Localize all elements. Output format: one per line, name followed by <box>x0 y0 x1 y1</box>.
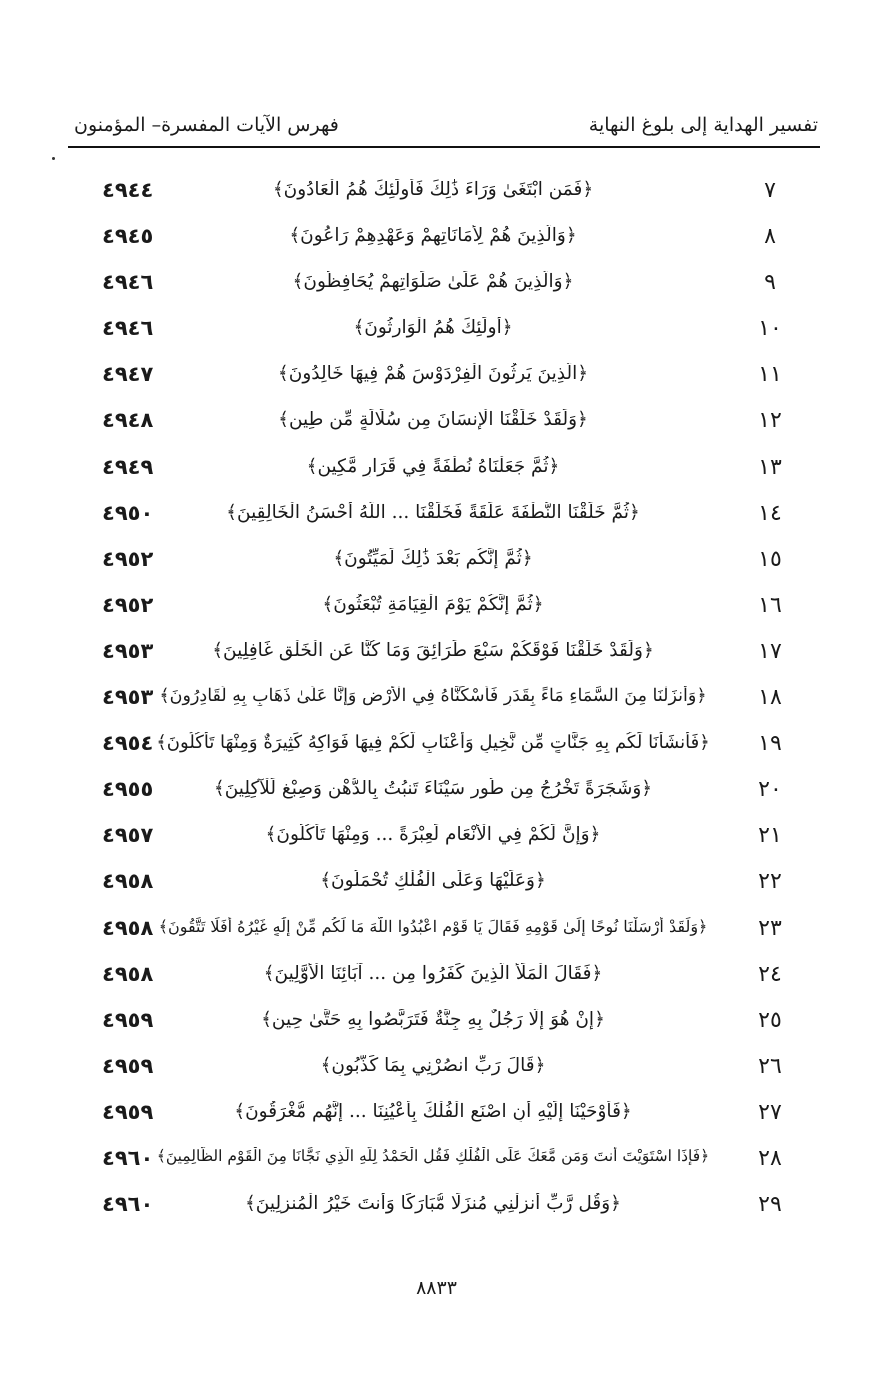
verse-number: ١٣ <box>758 454 782 480</box>
header-divider <box>68 146 820 148</box>
page-reference: ٤٩٥٣ <box>102 685 154 710</box>
verse-number: ٢٧ <box>758 1099 782 1125</box>
verse-text: ﴿فَإِذَا اسْتَوَيْتَ أَنتَ وَمَن مَّعَكَ عَلَى الْفُلْكِ فَقُلِ الْحَمْدُ لِلَّهِ الَّذِي نَجَّانَا مِنَ الْقَوْمِ الظَّالِمِينَ﴾ <box>156 1146 710 1165</box>
page-reference: ٤٩٤٨ <box>102 408 154 433</box>
margin-dot <box>52 157 55 160</box>
verse-number: ٢١ <box>758 823 782 849</box>
verse-text: ﴿إِنْ هُوَ إِلَّا رَجُلٌ بِهِ جِنَّةٌ فَتَرَبَّصُوا بِهِ حَتَّىٰ حِينٍ﴾ <box>261 1008 605 1030</box>
page-reference: ٤٩٥٥ <box>102 777 154 802</box>
index-row <box>0 771 873 817</box>
verse-text: ﴿ثُمَّ جَعَلْنَاهُ نُطْفَةً فِي قَرَارٍ مَّكِينٍ﴾ <box>306 455 560 477</box>
verse-number: ٧ <box>764 178 776 203</box>
verse-number: ١٦ <box>758 592 782 618</box>
verse-number: ١٧ <box>758 638 782 664</box>
verse-text: ﴿أُولَٰئِكَ هُمُ الْوَارِثُونَ﴾ <box>353 317 513 339</box>
verse-number: ١١ <box>758 362 782 388</box>
page-reference: ٤٩٤٥ <box>102 224 154 249</box>
verse-text: ﴿ثُمَّ خَلَقْنَا النُّطْفَةَ عَلَقَةً فَخَلَقْنَا ... اللَّهُ أَحْسَنُ الْخَالِقِينَ﴾ <box>226 501 640 523</box>
verse-number: ١٨ <box>758 685 782 711</box>
verse-text: ﴿وَأَنزَلْنَا مِنَ السَّمَاءِ مَاءً بِقَدَرٍ فَأَسْكَنَّاهُ فِي الْأَرْضِ وَإِنَّا عَلَىٰ ذَهَابٍ بِهِ لَقَادِرُونَ﴾ <box>159 686 707 707</box>
verse-text: ﴿فَأَنشَأْنَا لَكُم بِهِ جَنَّاتٍ مِّن نَّخِيلٍ وَأَعْنَابٍ لَّكُمْ فِيهَا فَوَاكِهُ كَثِيرَةٌ وَمِنْهَا تَأْكُلُونَ﴾ <box>156 732 710 754</box>
index-row <box>0 402 873 448</box>
index-row <box>0 449 873 495</box>
verse-number: ٢٤ <box>758 961 782 987</box>
verse-text: ﴿وَلَقَدْ خَلَقْنَا فَوْقَكُمْ سَبْعَ طَرَائِقَ وَمَا كُنَّا عَنِ الْخَلْقِ غَافِلِينَ﴾ <box>212 639 654 661</box>
running-header <box>68 110 820 142</box>
page-reference: ٤٩٥٨ <box>102 915 154 940</box>
verse-number: ١٥ <box>758 546 782 572</box>
verse-text: ﴿وَلَقَدْ خَلَقْنَا الْإِنسَانَ مِن سُلَالَةٍ مِّن طِينٍ﴾ <box>278 409 588 431</box>
index-row <box>0 541 873 587</box>
page-reference: ٤٩٥٩ <box>102 1099 154 1124</box>
page-reference: ٤٩٤٦ <box>102 270 154 295</box>
index-row <box>0 956 873 1002</box>
verse-number: ١٠ <box>758 316 782 342</box>
verse-index-table <box>0 172 873 1232</box>
verse-text: ﴿وَالَّذِينَ هُمْ لِأَمَانَاتِهِمْ وَعَهْدِهِمْ رَاعُونَ﴾ <box>289 225 577 247</box>
index-row <box>0 172 873 218</box>
verse-text: ﴿ثُمَّ إِنَّكُمْ يَوْمَ الْقِيَامَةِ تُبْعَثُونَ﴾ <box>322 593 544 615</box>
verse-number: ٢٥ <box>758 1007 782 1033</box>
index-row <box>0 910 873 956</box>
page-reference: ٤٩٥٨ <box>102 961 154 986</box>
book-title: تفسير الهداية إلى بلوغ النهاية <box>588 114 818 136</box>
page-reference: ٤٩٦٠ <box>102 1145 154 1170</box>
page-reference: ٤٩٥٩ <box>102 1007 154 1032</box>
index-row <box>0 1140 873 1186</box>
index-row <box>0 218 873 264</box>
verse-text: ﴿وَلَقَدْ أَرْسَلْنَا نُوحًا إِلَىٰ قَوْمِهِ فَقَالَ يَا قَوْمِ اعْبُدُوا اللَّهَ مَا لَكُم مِّنْ إِلَٰهٍ غَيْرُهُ أَفَلَا تَتَّقُونَ﴾ <box>158 916 708 936</box>
index-row <box>0 1002 873 1048</box>
index-row <box>0 264 873 310</box>
page-reference: ٤٩٥٩ <box>102 1053 154 1078</box>
index-row <box>0 633 873 679</box>
verse-number: ١٩ <box>758 731 782 757</box>
page-reference: ٤٩٥٧ <box>102 823 154 848</box>
index-row <box>0 310 873 356</box>
index-row <box>0 1094 873 1140</box>
verse-number: ٢٢ <box>758 869 782 895</box>
section-title: فهرس الآيات المفسرة– المؤمنون <box>74 114 339 136</box>
verse-number: ٢٦ <box>758 1053 782 1079</box>
page-reference: ٤٩٤٤ <box>102 178 154 202</box>
verse-number: ١٤ <box>758 500 782 526</box>
verse-text: ﴿وَالَّذِينَ هُمْ عَلَىٰ صَلَوَاتِهِمْ يُحَافِظُونَ﴾ <box>292 271 574 293</box>
verse-number: ٢٠ <box>758 777 782 803</box>
verse-number: ٢٣ <box>758 915 782 941</box>
index-row <box>0 1048 873 1094</box>
verse-number: ١٢ <box>758 408 782 434</box>
page-reference: ٤٩٤٧ <box>102 362 154 387</box>
verse-text: ﴿فَقَالَ الْمَلَأُ الَّذِينَ كَفَرُوا مِن ... آبَائِنَا الْأَوَّلِينَ﴾ <box>263 962 603 984</box>
index-row <box>0 1186 873 1232</box>
page-reference: ٤٩٤٦ <box>102 316 154 341</box>
verse-text: ﴿وَإِنَّ لَكُمْ فِي الْأَنْعَامِ لَعِبْرَةً ... وَمِنْهَا تَأْكُلُونَ﴾ <box>265 824 601 846</box>
page-number: ٨٨٣٣ <box>416 1277 457 1299</box>
verse-number: ٢٨ <box>758 1145 782 1171</box>
verse-number: ٨ <box>764 224 776 250</box>
page-reference: ٤٩٤٩ <box>102 454 154 479</box>
verse-text: ﴿وَقُل رَّبِّ أَنزِلْنِي مُنزَلًا مُّبَارَكًا وَأَنتَ خَيْرُ الْمُنزِلِينَ﴾ <box>244 1193 622 1215</box>
index-row <box>0 863 873 909</box>
index-row <box>0 679 873 725</box>
page-reference: ٤٩٥٢ <box>102 592 154 617</box>
index-row <box>0 356 873 402</box>
verse-text: ﴿فَمَنِ ابْتَغَىٰ وَرَاءَ ذَٰلِكَ فَأُولَٰئِكَ هُمُ الْعَادُونَ﴾ <box>272 179 594 200</box>
page-reference: ٤٩٥٢ <box>102 546 154 571</box>
verse-text: ﴿وَشَجَرَةً تَخْرُجُ مِن طُورِ سَيْنَاءَ تَنبُتُ بِالدُّهْنِ وَصِبْغٍ لِّلْآكِلِينَ﴾ <box>213 778 653 800</box>
index-row <box>0 587 873 633</box>
verse-number: ٩ <box>764 270 776 296</box>
page-reference: ٤٩٥٨ <box>102 869 154 894</box>
verse-text: ﴿الَّذِينَ يَرِثُونَ الْفِرْدَوْسَ هُمْ فِيهَا خَالِدُونَ﴾ <box>277 363 589 385</box>
verse-text: ﴿فَأَوْحَيْنَا إِلَيْهِ أَنِ اصْنَعِ الْفُلْكَ بِأَعْيُنِنَا ... إِنَّهُم مُّغْرَقُونَ﴾ <box>234 1100 632 1122</box>
index-row <box>0 725 873 771</box>
verse-text: ﴿ثُمَّ إِنَّكُم بَعْدَ ذَٰلِكَ لَمَيِّتُونَ﴾ <box>333 547 533 569</box>
index-row <box>0 817 873 863</box>
index-row <box>0 495 873 541</box>
page-reference: ٤٩٦٠ <box>102 1192 154 1217</box>
page-reference: ٤٩٥٠ <box>102 500 154 525</box>
page-reference: ٤٩٥٣ <box>102 638 154 663</box>
page-reference: ٤٩٥٤ <box>102 731 154 756</box>
verse-text: ﴿قَالَ رَبِّ انصُرْنِي بِمَا كَذَّبُونِ﴾ <box>320 1054 546 1076</box>
verse-text: ﴿وَعَلَيْهَا وَعَلَى الْفُلْكِ تُحْمَلُونَ﴾ <box>320 870 546 892</box>
verse-number: ٢٩ <box>758 1192 782 1218</box>
